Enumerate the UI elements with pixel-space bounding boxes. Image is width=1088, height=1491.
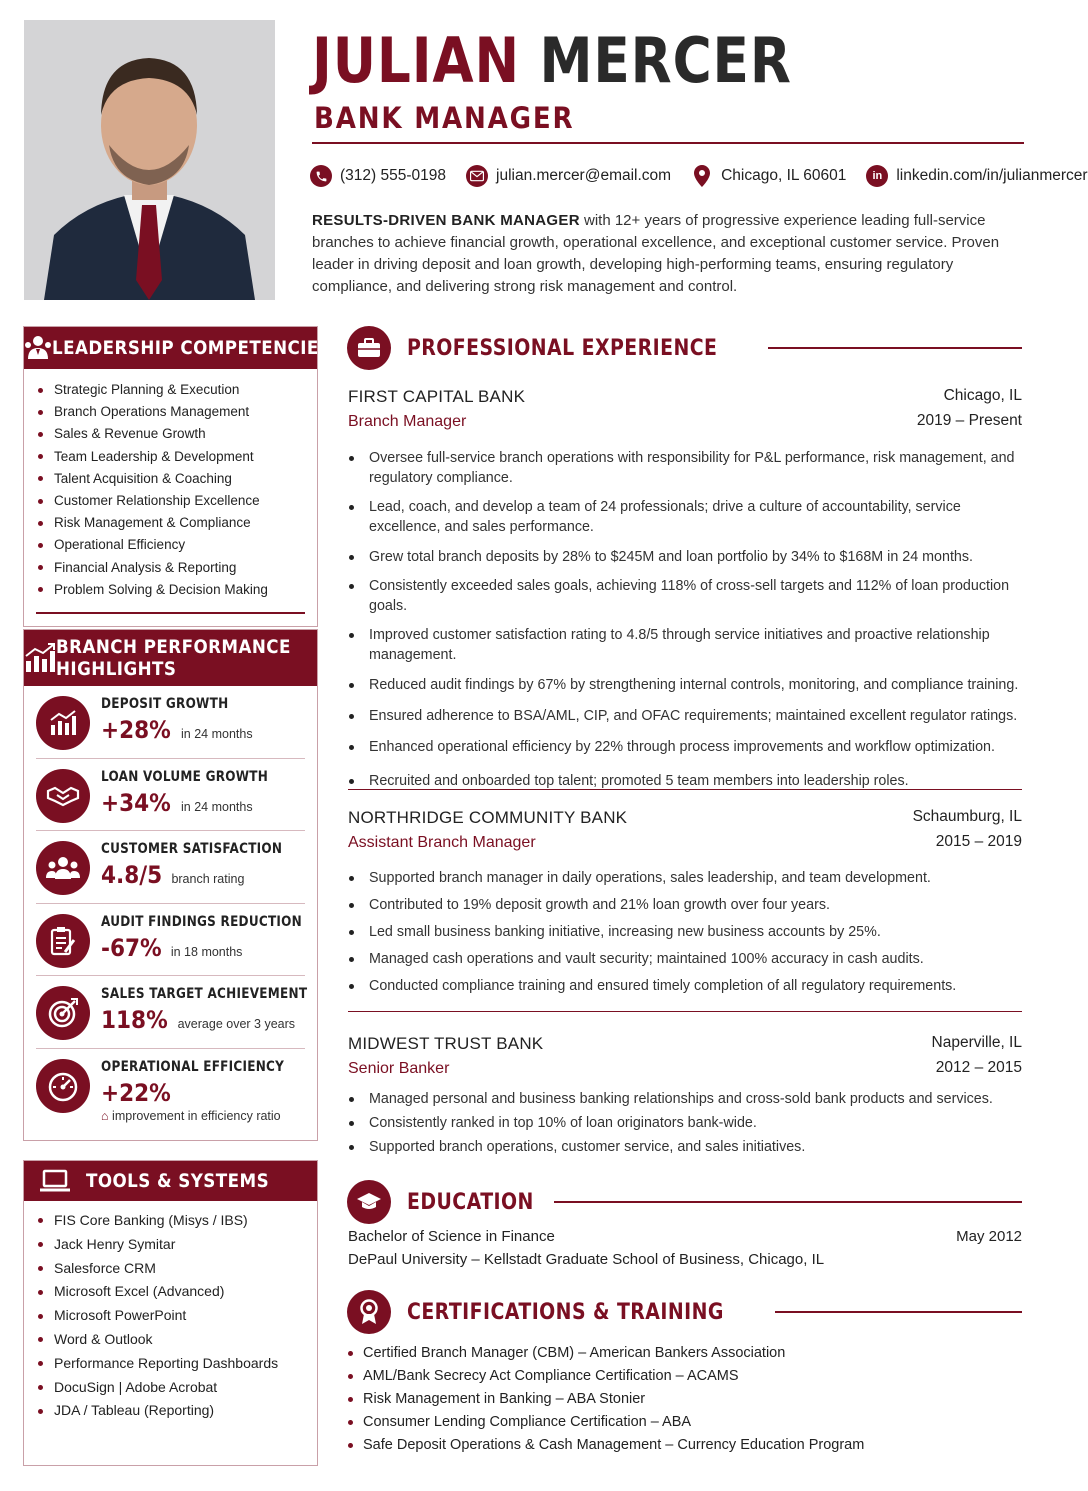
metric-value-row xyxy=(101,1006,295,1034)
metric-value-row xyxy=(101,716,253,744)
section-rule xyxy=(554,1201,1022,1203)
list-item xyxy=(347,1365,1021,1388)
education-heading xyxy=(347,1180,1022,1224)
job-role: Senior Banker xyxy=(348,1060,450,1077)
job-location: Chicago, IL xyxy=(943,387,1022,404)
briefcase-icon xyxy=(347,326,391,370)
list-item: Salesforce CRM xyxy=(24,1257,317,1281)
cert-issuer: – ABA xyxy=(646,1414,692,1430)
list-item: Talent Acquisition & Coaching xyxy=(24,468,317,490)
performance-title xyxy=(56,636,291,680)
list-item xyxy=(347,1434,1021,1457)
degree: Bachelor of Science in Finance xyxy=(348,1228,555,1245)
cert-issuer: – ABA Stonier xyxy=(551,1391,646,1407)
list-item: Conducted compliance training and ensured timely completion of all regulatory requirements. xyxy=(348,976,1022,996)
performance-title-line1: BRANCH PERFORMANCE xyxy=(56,636,291,658)
metric-note: branch rating xyxy=(171,872,245,886)
metric-customer-satisfaction xyxy=(36,831,305,904)
location-text: Chicago, IL 60601 xyxy=(721,167,847,184)
list-item: Reduced audit findings by 67% by strengthening internal controls, monitoring, and compliance training. xyxy=(348,675,1022,695)
list-item: Grew total branch deposits by 28% to $245M and loan portfolio by 34% to $168M in 24 months. xyxy=(348,547,1022,567)
section-rule xyxy=(768,347,1022,349)
last-name: MERCER xyxy=(539,24,792,97)
cert-issuer: – ACAMS xyxy=(671,1368,739,1384)
list-item: Strategic Planning & Execution xyxy=(24,379,317,401)
header-divider xyxy=(312,142,1024,144)
metric-label: LOAN VOLUME GROWTH xyxy=(101,768,269,785)
list-item: Jack Henry Symitar xyxy=(24,1233,317,1257)
competencies-title: LEADERSHIP COMPETENCIES xyxy=(52,337,332,359)
competencies-divider xyxy=(36,612,305,614)
job-bullets xyxy=(348,448,1022,791)
job-entry xyxy=(348,387,1022,431)
job-entry xyxy=(348,1034,1022,1078)
list-item: Recruited and onboarded top talent; promoted 5 team members into leadership roles. xyxy=(348,771,1022,791)
graduation-cap-icon xyxy=(347,1180,391,1224)
summary-lead: RESULTS-DRIVEN BANK MANAGER xyxy=(312,212,580,229)
contact-location xyxy=(691,165,846,187)
cert-issuer: – American Bankers Association xyxy=(574,1345,786,1361)
metric-value: +22% xyxy=(101,1078,171,1107)
list-item xyxy=(347,1411,1021,1434)
metric-value: 4.8/5 xyxy=(101,861,163,889)
list-item: FIS Core Banking (Misys / IBS) xyxy=(24,1209,317,1233)
list-item: DocuSign | Adobe Acrobat xyxy=(24,1376,317,1400)
list-item: Managed personal and business banking relationships and cross-sold bank products and services. xyxy=(348,1089,1022,1109)
cert-name: Safe Deposit Operations & Cash Management xyxy=(363,1437,662,1453)
cert-name: Risk Management in Banking xyxy=(363,1391,552,1407)
phone-text: (312) 555-0198 xyxy=(340,167,446,184)
location-pin-icon xyxy=(691,165,713,187)
list-item: Financial Analysis & Reporting xyxy=(24,557,317,579)
job-role: Branch Manager xyxy=(348,413,467,430)
metric-value: -67% xyxy=(101,933,162,962)
people-icon xyxy=(36,841,90,895)
performance-header xyxy=(24,630,317,686)
job-divider xyxy=(348,789,1022,790)
summary-text: with 12+ years of progressive experience leading full-service branches to achieve financial growth, operational excellence, and exceptional customer service. Proven leader in driving deposit and loan growth, developing high-performing teams, ensuring regulatory compliance, and delivering strong risk management and control. xyxy=(312,212,1000,295)
certifications-title: CERTIFICATIONS & TRAINING xyxy=(407,1299,724,1325)
tools-panel xyxy=(23,1160,318,1466)
list-item: Enhanced operational efficiency by 22% through process improvements and workflow optimization. xyxy=(348,737,1022,757)
metric-audit-findings xyxy=(36,904,305,977)
job-dates: 2015 – 2019 xyxy=(935,833,1022,850)
bank-icon: ⌂ xyxy=(101,1108,109,1123)
tools-header xyxy=(24,1161,317,1201)
leader-icon xyxy=(24,335,52,361)
list-item: Problem Solving & Decision Making xyxy=(24,579,317,601)
list-item: Sales & Revenue Growth xyxy=(24,423,317,445)
laptop-icon xyxy=(24,1170,86,1192)
list-item: Consistently exceeded sales goals, achieving 118% of cross-sell targets and 112% of loan production goals. xyxy=(348,576,1022,616)
list-item: Performance Reporting Dashboards xyxy=(24,1352,317,1376)
metric-label: SALES TARGET ACHIEVEMENT xyxy=(101,986,308,1002)
job-location: Naperville, IL xyxy=(931,1034,1022,1051)
contact-linkedin[interactable] xyxy=(866,165,1087,187)
professional-summary xyxy=(312,210,1012,298)
metric-label: CUSTOMER SATISFACTION xyxy=(101,841,283,857)
list-item: Microsoft Excel (Advanced) xyxy=(24,1280,317,1304)
job-bullets xyxy=(348,1089,1022,1157)
metric-value-row xyxy=(101,789,253,817)
phone-icon xyxy=(310,165,332,187)
performance-panel xyxy=(23,629,318,1141)
competencies-list xyxy=(24,369,317,601)
list-item: JDA / Tableau (Reporting) xyxy=(24,1399,317,1423)
performance-title-line2: HIGHLIGHTS xyxy=(56,658,177,680)
speedometer-icon xyxy=(36,1059,90,1113)
contact-email[interactable] xyxy=(466,165,671,187)
list-item: Risk Management & Compliance xyxy=(24,512,317,534)
cert-name: Certified Branch Manager (CBM) xyxy=(363,1345,575,1361)
section-rule xyxy=(775,1311,1022,1313)
candidate-name xyxy=(312,24,792,97)
education-title: EDUCATION xyxy=(407,1189,534,1215)
company-name: NORTHRIDGE COMMUNITY BANK xyxy=(348,808,628,827)
target-icon xyxy=(36,986,90,1040)
metric-label: OPERATIONAL EFFICIENCY xyxy=(101,1058,285,1075)
metric-value-row xyxy=(101,934,242,962)
email-icon xyxy=(466,165,488,187)
job-entry xyxy=(348,808,1022,852)
competencies-panel xyxy=(23,326,332,627)
cert-issuer: – Currency Education Program xyxy=(661,1437,865,1453)
list-item: Branch Operations Management xyxy=(24,401,317,423)
experience-heading xyxy=(347,326,1022,370)
cert-name: AML/Bank Secrecy Act Compliance Certification xyxy=(363,1368,672,1384)
graduation-date: May 2012 xyxy=(956,1228,1022,1245)
company-name: FIRST CAPITAL BANK xyxy=(348,387,526,406)
audit-clipboard-icon xyxy=(36,914,90,968)
metric-note: average over 3 years xyxy=(177,1017,296,1031)
job-divider xyxy=(348,1011,1022,1012)
job-dates: 2012 – 2015 xyxy=(935,1059,1022,1076)
linkedin-icon: in xyxy=(866,165,888,187)
list-item: Consistently ranked in top 10% of loan originators bank-wide. xyxy=(348,1113,1022,1133)
list-item: Lead, coach, and develop a team of 24 professionals; drive a culture of accountability, service excellence, and sales performance. xyxy=(348,497,1022,537)
list-item: Supported branch manager in daily operations, sales leadership, and team development. xyxy=(348,868,1022,888)
bar-chart-icon xyxy=(24,643,56,673)
first-name: JULIAN xyxy=(312,24,521,97)
metric-deposit-growth xyxy=(36,686,305,759)
linkedin-text: linkedin.com/in/julianmercer xyxy=(896,167,1088,184)
list-item: Contributed to 19% deposit growth and 21% loan growth over four years. xyxy=(348,895,1022,915)
job-role: Assistant Branch Manager xyxy=(348,834,536,851)
certifications-heading xyxy=(347,1290,1022,1334)
list-item: Improved customer satisfaction rating to 4.8/5 through service initiatives and proactive relationship management. xyxy=(348,625,1022,665)
metric-value: 118% xyxy=(101,1006,168,1034)
experience-title: PROFESSIONAL EXPERIENCE xyxy=(407,335,718,361)
list-item: Ensured adherence to BSA/AML, CIP, and OFAC requirements; maintained excellent regulator ratings. xyxy=(348,706,1022,726)
metric-note: in 24 months xyxy=(181,727,253,741)
metric-value: +34% xyxy=(101,788,171,817)
education-entry xyxy=(348,1228,1022,1268)
company-name: MIDWEST TRUST BANK xyxy=(348,1034,544,1053)
list-item: Oversee full-service branch operations with responsibility for P&L performance, risk management, and regulatory compliance. xyxy=(348,448,1022,488)
list-item: Led small business banking initiative, increasing new business accounts by 25%. xyxy=(348,922,1022,942)
metric-loan-volume-growth xyxy=(36,759,305,832)
job-dates: 2019 – Present xyxy=(916,412,1022,429)
tools-title: TOOLS & SYSTEMS xyxy=(86,1170,270,1192)
metric-value-row xyxy=(101,861,244,889)
list-item: Managed cash operations and vault security; maintained 100% accuracy in cash audits. xyxy=(348,949,1022,969)
job-bullets xyxy=(348,868,1022,996)
competencies-header xyxy=(24,327,332,369)
email-text: julian.mercer@email.com xyxy=(496,167,672,184)
list-item xyxy=(347,1388,1021,1411)
certifications-list xyxy=(347,1342,1021,1457)
award-ribbon-icon xyxy=(347,1290,391,1334)
metric-note-row xyxy=(101,1109,281,1123)
metric-note: in 24 months xyxy=(181,799,253,814)
job-title: BANK MANAGER xyxy=(314,101,575,135)
metric-sales-target xyxy=(36,976,308,1049)
list-item: Microsoft PowerPoint xyxy=(24,1304,317,1328)
list-item: Operational Efficiency xyxy=(24,534,317,556)
metric-note: improvement in efficiency ratio xyxy=(112,1108,281,1123)
metric-note: in 18 months xyxy=(170,944,243,959)
profile-photo xyxy=(24,20,275,300)
metric-label: DEPOSIT GROWTH xyxy=(101,696,229,712)
school: DePaul University – Kellstadt Graduate School of Business, Chicago, IL xyxy=(348,1251,825,1268)
metric-value-row xyxy=(101,1079,179,1107)
list-item: Customer Relationship Excellence xyxy=(24,490,317,512)
list-item: Team Leadership & Development xyxy=(24,446,317,468)
job-location: Schaumburg, IL xyxy=(912,808,1022,825)
metric-label: AUDIT FINDINGS REDUCTION xyxy=(101,913,302,930)
metric-operational-efficiency xyxy=(36,1049,305,1137)
metric-value: +28% xyxy=(101,716,171,744)
contact-bar xyxy=(310,162,1088,190)
list-item: Word & Outlook xyxy=(24,1328,317,1352)
cert-name: Consumer Lending Compliance Certification xyxy=(363,1414,647,1430)
list-item: Supported branch operations, customer service, and sales initiatives. xyxy=(348,1137,1022,1157)
list-item xyxy=(347,1342,1021,1365)
handshake-icon xyxy=(36,769,90,823)
contact-phone[interactable] xyxy=(310,165,446,187)
growth-chart-icon xyxy=(36,696,90,750)
tools-list xyxy=(24,1201,317,1423)
